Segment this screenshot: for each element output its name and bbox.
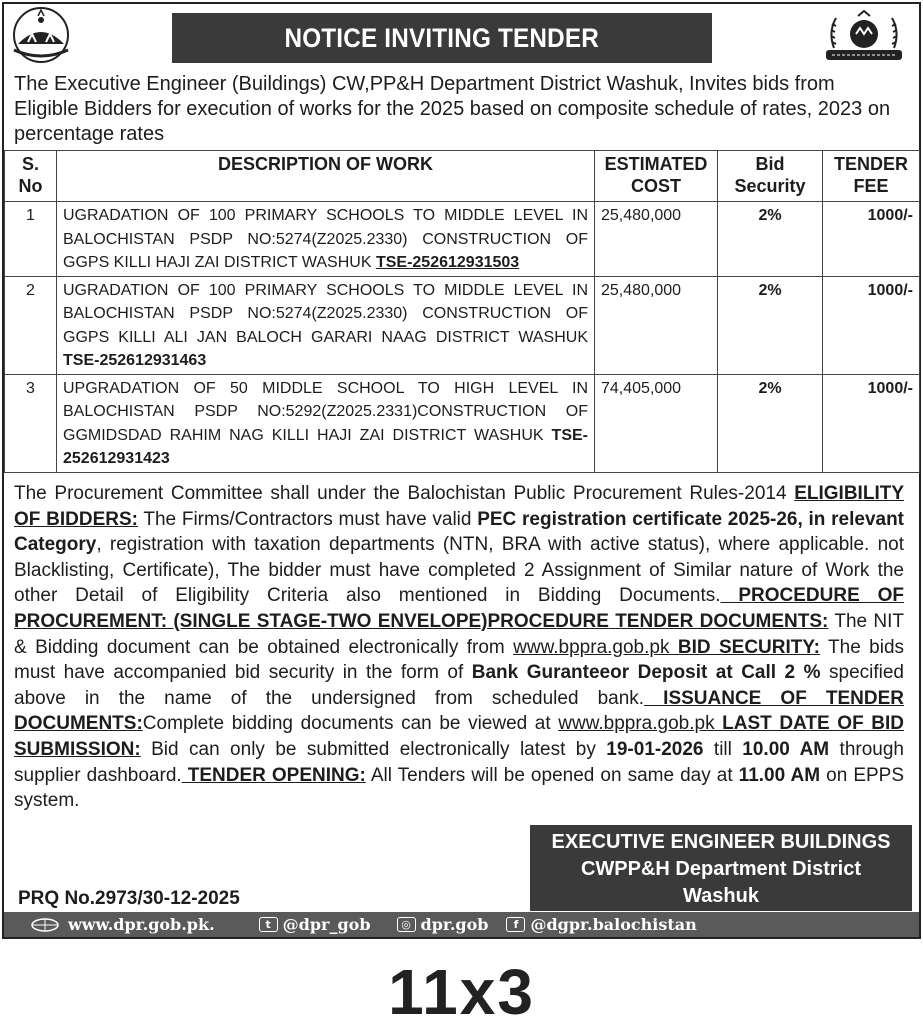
tse-number: TSE-252612931423	[63, 426, 588, 467]
header-description: DESCRIPTION OF WORK	[57, 151, 595, 202]
twitter-icon: t	[259, 917, 278, 932]
row-description: UGRADATION OF 100 PRIMARY SCHOOLS TO MIDDLE LEVEL IN BALOCHISTAN PSDP NO:5274(Z2025.2330) CONSTRUCTION OF GGPS KILLI HAJI ZAI DISTRICT WASHUK TSE-252612931503	[57, 202, 595, 277]
notice-title: NOTICE INVITING TENDER	[284, 22, 600, 53]
footer-bar	[4, 912, 919, 937]
department-emblem-icon	[820, 8, 908, 66]
prq-number: PRQ No.2973/30-12-2025	[18, 888, 240, 909]
procedure-heading: PROCEDURE OF PROCUREMENT: (SINGLE STAGE-TWO ENVELOPE)PROCEDURE	[14, 585, 904, 632]
terms-paragraph: The Procurement Committee shall under the Balochistan Public Procurement Rules-2014 ELIGIBILITY OF BIDDERS: The Firms/Contractors must have valid PEC registration certificate 2025-26, in relevant Category, registration with taxation departments (NTN, BRA with active status), where applicable. not Blacklisting, Certificate), The bidder must have completed 2 Assignment of Similar nature of Work the other Detail of Eligibility Criteria also mentioned in Bidding Documents. PROCEDURE OF PROCUREMENT: (SINGLE STAGE-TWO ENVELOPE)PROCEDURE TENDER DOCUMENTS: The NIT & Bidding document can be obtained electronically from www.bppra.gob.pk BID SECURITY: The bids must have accompanied bid security in the form of Bank Guranteeor Deposit at Call 2 % specified above in the name of the undersigned from scheduled bank. ISSUANCE OF TENDER DOCUMENTS:Complete bidding documents can be viewed at www.bppra.gob.pk LAST DATE OF BID SUBMISSION: Bid can only be submitted electronically latest by 19-01-2026 till 10.00 AM through supplier dashboard. TENDER OPENING: All Tenders will be opened on same day at 11.00 AM on EPPS system.	[14, 483, 905, 812]
facebook-icon: f	[506, 917, 525, 932]
tse-number: TSE-252612931503	[375, 254, 520, 271]
row-tender-fee: 1000/-	[823, 374, 920, 472]
row-tender-fee: 1000/-	[823, 202, 920, 277]
header-estimated-cost: ESTIMATED COST	[595, 151, 718, 202]
signature-block	[530, 825, 912, 911]
bppra-link[interactable]: www.bppra.gob.pk	[558, 713, 715, 735]
instagram-icon: ◎	[397, 917, 416, 932]
header-tender-fee: TENDER FEE	[823, 151, 920, 202]
row-tender-fee: 1000/-	[823, 276, 920, 374]
header-sno: S. No	[5, 151, 57, 202]
row-bid-security: 2%	[718, 202, 823, 277]
signature-line-2: CWPP&H Department District	[580, 858, 862, 880]
tender-documents-heading: TENDER DOCUMENTS:	[608, 610, 829, 632]
tender-opening-heading: TENDER OPENING:	[181, 764, 366, 786]
globe-icon	[30, 917, 60, 933]
row-sno: 1	[5, 202, 57, 277]
tse-number: TSE-252612931463	[63, 352, 207, 369]
table-row	[5, 276, 920, 374]
signature-line-3: Washuk	[683, 885, 759, 907]
footer-website[interactable]: www.dpr.gob.pk.	[68, 915, 215, 934]
eligibility-heading: ELIGIBILITY OF BIDDERS:	[14, 483, 904, 530]
footer-twitter[interactable]: @dpr_gob	[282, 915, 371, 934]
bppra-link[interactable]: www.bppra.gob.pk	[513, 636, 670, 658]
last-date-heading: LAST DATE OF BID SUBMISSION:	[14, 713, 904, 760]
table-header-row	[5, 151, 920, 202]
row-description: UPGRADATION OF 50 MIDDLE SCHOOL TO HIGH LEVEL IN BALOCHISTAN PSDP NO:5292(Z2025.2331)CONSTRUCTION OF GGMIDSDAD RAHIM NAG KILLI HAJI ZAI DISTRICT WASHUK TSE-252612931423	[57, 374, 595, 472]
notice-title-bar	[172, 13, 712, 63]
row-sno: 3	[5, 374, 57, 472]
row-description: UGRADATION OF 100 PRIMARY SCHOOLS TO MIDDLE LEVEL IN BALOCHISTAN PSDP NO:5274(Z2025.2330) CONSTRUCTION OF GGPS KILLI ALI JAN BALOCH GARARI NAAG DISTRICT WASHUK TSE-252612931463	[57, 276, 595, 374]
row-cost: 74,405,000	[595, 374, 718, 472]
table-row	[5, 374, 920, 472]
row-cost: 25,480,000	[595, 202, 718, 277]
row-bid-security: 2%	[718, 276, 823, 374]
table-row	[5, 202, 920, 277]
header-bid-security: Bid Security	[718, 151, 823, 202]
ad-size-label: 11x3	[388, 956, 535, 1024]
issuance-heading: ISSUANCE OF TENDER DOCUMENTS:	[14, 687, 904, 735]
balochistan-emblem-icon	[8, 6, 74, 64]
footer-facebook[interactable]: @dgpr.balochistan	[530, 915, 697, 934]
bid-security-heading: BID SECURITY:	[669, 636, 820, 658]
intro-paragraph: The Executive Engineer (Buildings) CW,PP&H Department District Washuk, Invites bids from Eligible Bidders for execution of works for the 2025 based on composite schedule of rates, 2023 on percentage rates	[14, 73, 891, 145]
row-cost: 25,480,000	[595, 276, 718, 374]
row-sno: 2	[5, 276, 57, 374]
row-bid-security: 2%	[718, 374, 823, 472]
footer-instagram[interactable]: dpr.gob	[420, 915, 489, 934]
signature-line-1: EXECUTIVE ENGINEER BUILDINGS	[551, 831, 891, 853]
works-table	[4, 150, 920, 473]
